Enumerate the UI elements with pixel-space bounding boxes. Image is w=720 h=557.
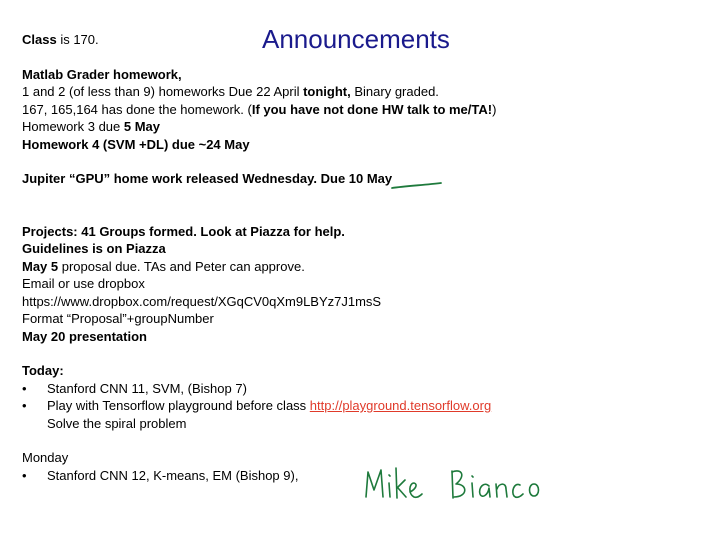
playground-link[interactable]: http://playground.tensorflow.org bbox=[309, 398, 492, 413]
matlab-due-text: 1 and 2 (of less than 9) homeworks Due 22 April bbox=[22, 84, 304, 99]
slide-title: Announcements bbox=[262, 24, 450, 54]
monday-heading: Monday bbox=[22, 450, 69, 465]
ink-underline bbox=[392, 183, 441, 188]
today-item-2-sub: Solve the spiral problem bbox=[47, 415, 187, 431]
projects-guidelines: Guidelines is on Piazza bbox=[22, 241, 166, 256]
handwritten-signature bbox=[366, 468, 539, 498]
matlab-due-graded: Binary graded. bbox=[350, 84, 439, 99]
homework3-text: Homework 3 due bbox=[22, 119, 124, 134]
homework3-date: 5 May bbox=[123, 119, 161, 134]
matlab-done-close: ) bbox=[492, 101, 497, 117]
today-heading: Today: bbox=[22, 363, 64, 378]
class-label: Class bbox=[22, 32, 57, 47]
monday-item-1-text: Stanford CNN 12, K-means, EM (Bishop 9), bbox=[47, 467, 299, 483]
bullet: • bbox=[22, 467, 27, 483]
projects-dropbox-url: https://www.dropbox.com/request/XGqCV0qXm9LBYz7J1msS bbox=[22, 293, 382, 309]
matlab-done-text: 167, 165,164 has done the homework. ( bbox=[22, 101, 252, 117]
proposal-text: proposal due. TAs and Peter can approve. bbox=[58, 258, 305, 274]
class-count: is 170. bbox=[56, 32, 99, 47]
matlab-due-tonight: tonight, bbox=[303, 84, 351, 99]
today-item-2-text: Play with Tensorflow playground before class bbox=[47, 398, 310, 413]
projects-format: Format “Proposal”+groupNumber bbox=[22, 311, 214, 326]
projects-groups: Projects: 41 Groups formed. Look at Piazza for help. bbox=[22, 223, 345, 239]
proposal-date: May 5 bbox=[22, 258, 59, 274]
bullet: • bbox=[22, 380, 27, 396]
today-item-1-text: Stanford CNN 11, SVM, (Bishop 7) bbox=[47, 380, 247, 396]
bullet: • bbox=[22, 398, 27, 413]
projects-email: Email or use dropbox bbox=[22, 276, 145, 291]
matlab-done-warning: If you have not done HW talk to me/TA! bbox=[251, 101, 493, 117]
matlab-heading: Matlab Grader homework, bbox=[22, 66, 182, 82]
projects-presentation: May 20 presentation bbox=[22, 328, 147, 344]
jupiter-line: Jupiter “GPU” home work released Wednesday. Due 10 May bbox=[22, 171, 393, 186]
homework4-line: Homework 4 (SVM +DL) due ~24 May bbox=[22, 136, 250, 152]
